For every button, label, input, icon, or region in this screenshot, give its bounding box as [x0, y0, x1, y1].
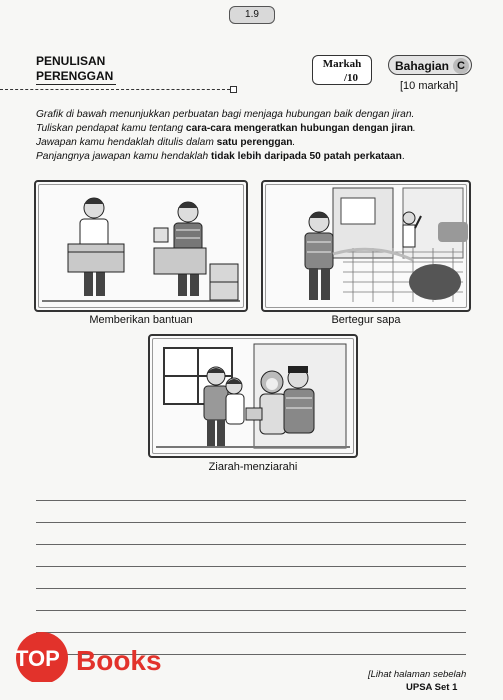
- section-title: [36, 54, 113, 84]
- section-title-line1: PENULISAN: [36, 54, 106, 68]
- instruction-line-2: Tuliskan pendapat kamu tentang cara-cara mengeratkan hubungan dengan jiran.: [36, 123, 416, 134]
- writing-line[interactable]: [36, 566, 466, 567]
- topbooks-logo: [4, 632, 214, 682]
- section-title-line2: PERENGGAN: [36, 69, 114, 83]
- dashed-divider: [0, 89, 230, 90]
- dashed-divider-end: [230, 86, 237, 93]
- picture-bertegur-sapa: [261, 180, 471, 312]
- instructions: [36, 108, 486, 164]
- writing-line[interactable]: [36, 522, 466, 523]
- bahagian-letter: C: [453, 58, 469, 74]
- writing-line[interactable]: [36, 610, 466, 611]
- logo-text-top: TOP: [15, 646, 60, 671]
- instruction-line-1: Grafik di bawah menunjukkan perbuatan bagi menjaga hubungan baik dengan jiran.: [36, 109, 415, 120]
- instruction-line-3: Jawapan kamu hendaklah ditulis dalam satu perenggan.: [36, 137, 296, 148]
- footer-set-label: UPSA Set 1: [406, 682, 458, 693]
- footer-next-page-note: [Lihat halaman sebelah: [368, 669, 467, 680]
- greeting-over-fence-illustration: [263, 182, 469, 310]
- helping-carry-boxes-illustration: [36, 182, 246, 310]
- visiting-neighbours-illustration: [150, 336, 356, 456]
- page-number: 1.9: [229, 6, 275, 24]
- markah-box: [312, 55, 372, 85]
- markah-note: [10 markah]: [400, 80, 459, 92]
- writing-line[interactable]: [36, 544, 466, 545]
- writing-line[interactable]: [36, 588, 466, 589]
- markah-label: Markah: [322, 58, 362, 70]
- caption-bertegur-sapa: Bertegur sapa: [331, 314, 401, 326]
- instruction-line-4: Panjangnya jawapan kamu hendaklah tidak lebih daripada 50 patah perkataan.: [36, 151, 405, 162]
- caption-memberikan-bantuan: Memberikan bantuan: [89, 314, 193, 326]
- bahagian-label: Bahagian: [395, 59, 450, 73]
- picture-memberikan-bantuan: [34, 180, 248, 312]
- bahagian-badge: [388, 55, 472, 75]
- caption-ziarah-menziarahi: Ziarah-menziarahi: [208, 461, 298, 473]
- picture-ziarah-menziarahi: [148, 334, 358, 458]
- markah-value: /10: [343, 72, 359, 84]
- logo-text-books: Books: [76, 645, 162, 676]
- writing-line[interactable]: [36, 500, 466, 501]
- title-underline: [36, 84, 116, 85]
